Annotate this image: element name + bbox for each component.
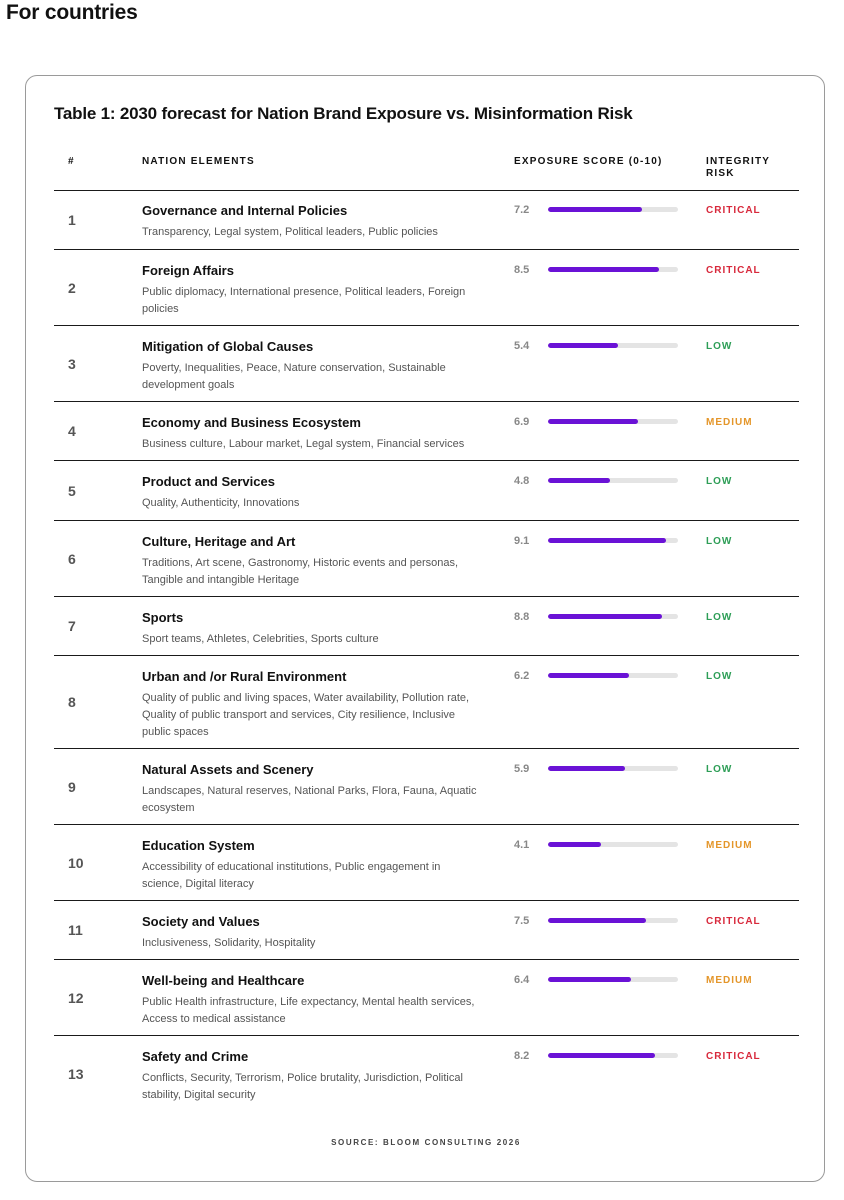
exposure-score-bar [548, 918, 678, 923]
table-row [54, 250, 799, 326]
row-number: 7 [68, 618, 76, 634]
exposure-score-value: 4.1 [514, 839, 530, 851]
element-description: Landscapes, Natural reserves, National Parks, Flora, Fauna, Aquatic ecosystem [142, 785, 477, 814]
exposure-score-bar-fill [548, 207, 642, 212]
table-title: Table 1: 2030 forecast for Nation Brand Exposure vs. Misinformation Risk [54, 104, 633, 123]
table-row [54, 461, 799, 521]
integrity-risk-badge: CRITICAL [706, 205, 761, 216]
exposure-score-value: 5.4 [514, 340, 530, 352]
row-number: 10 [68, 854, 84, 871]
integrity-risk-badge: LOW [706, 536, 733, 547]
element-description: Traditions, Art scene, Gastronomy, Historic events and personas, Tangible and intangible Heritage [142, 557, 459, 586]
exposure-score-bar [548, 267, 678, 272]
table-row [54, 749, 799, 825]
element-description: Poverty, Inequalities, Peace, Nature conservation, Sustainable development goals [142, 362, 446, 391]
header-exposure-score: EXPOSURE SCORE (0-10) [514, 156, 663, 167]
exposure-score-value: 6.9 [514, 416, 530, 428]
row-number: 12 [68, 989, 84, 1006]
element-name: Society and Values [142, 914, 260, 929]
integrity-risk-badge: LOW [706, 671, 733, 682]
row-number: 11 [68, 922, 83, 938]
exposure-score-bar-fill [548, 918, 646, 923]
exposure-score-bar [548, 766, 678, 771]
element-description: Public Health infrastructure, Life expectancy, Mental health services, Access to medical assistance [142, 996, 475, 1025]
table-row [54, 402, 799, 461]
row-number: 13 [68, 1066, 84, 1082]
exposure-score-bar [548, 1053, 678, 1058]
header-integrity-risk: INTEGRITY RISK [706, 156, 770, 179]
exposure-score-value: 9.1 [514, 535, 530, 547]
element-name: Product and Services [142, 474, 275, 489]
exposure-score-value: 8.8 [514, 611, 530, 623]
element-name: Urban and /or Rural Environment [142, 669, 347, 684]
table-row [54, 190, 799, 250]
exposure-score-value: 8.2 [514, 1050, 530, 1062]
integrity-risk-badge: LOW [706, 341, 733, 352]
element-description: Conflicts, Security, Terrorism, Police brutality, Jurisdiction, Political stability, Digital security [142, 1072, 463, 1101]
integrity-risk-badge: LOW [706, 764, 733, 775]
exposure-score-bar-fill [548, 842, 601, 847]
source-note: SOURCE: BLOOM CONSULTING 2026 [331, 1138, 521, 1147]
exposure-score-bar-fill [548, 1053, 655, 1058]
exposure-score-bar-fill [548, 614, 662, 619]
integrity-risk-badge: CRITICAL [706, 916, 761, 927]
exposure-score-bar [548, 977, 678, 982]
integrity-risk-badge: LOW [706, 476, 733, 487]
exposure-score-bar-fill [548, 478, 610, 483]
header-number: # [68, 156, 75, 167]
element-name: Natural Assets and Scenery [142, 762, 314, 777]
element-description: Quality of public and living spaces, Water availability, Pollution rate, Quality of public transport and services, City resilience, Inclusive public spaces [142, 692, 470, 738]
exposure-score-bar-fill [548, 419, 638, 424]
element-name: Foreign Affairs [142, 263, 234, 278]
integrity-risk-badge: MEDIUM [706, 840, 753, 851]
exposure-score-bar [548, 842, 678, 847]
element-name: Economy and Business Ecosystem [142, 415, 361, 430]
element-description: Quality, Authenticity, Innovations [142, 497, 300, 509]
integrity-risk-badge: MEDIUM [706, 975, 753, 986]
section-title: For countries [6, 1, 138, 24]
element-name: Well-being and Healthcare [142, 973, 305, 988]
element-name: Safety and Crime [142, 1049, 249, 1064]
exposure-score-value: 6.4 [514, 974, 530, 986]
element-name: Mitigation of Global Causes [142, 339, 314, 354]
exposure-score-bar-fill [548, 977, 631, 982]
exposure-score-bar-fill [548, 538, 666, 543]
exposure-score-bar-fill [548, 343, 618, 348]
exposure-score-bar [548, 207, 678, 212]
row-number: 9 [68, 778, 76, 795]
element-name: Governance and Internal Policies [142, 203, 348, 218]
row-number: 3 [68, 355, 76, 372]
element-description: Accessibility of educational institutions, Public engagement in science, Digital literacy [142, 861, 441, 890]
integrity-risk-badge: MEDIUM [706, 417, 753, 428]
header-nation-elements: NATION ELEMENTS [142, 156, 255, 167]
exposure-score-value: 6.2 [514, 670, 530, 682]
table-card [25, 75, 825, 1182]
table-row [54, 960, 799, 1036]
integrity-risk-badge: CRITICAL [706, 265, 761, 276]
element-name: Culture, Heritage and Art [142, 534, 296, 549]
integrity-risk-badge: CRITICAL [706, 1051, 761, 1062]
row-number: 4 [68, 423, 76, 439]
table-row [54, 597, 799, 656]
element-name: Sports [142, 610, 184, 625]
table-row [54, 656, 799, 749]
row-number: 2 [68, 279, 76, 296]
exposure-score-bar-fill [548, 766, 625, 771]
element-description: Transparency, Legal system, Political leaders, Public policies [142, 226, 438, 238]
element-description: Sport teams, Athletes, Celebrities, Sports culture [142, 633, 379, 645]
exposure-score-bar-fill [548, 267, 659, 272]
element-description: Business culture, Labour market, Legal system, Financial services [142, 438, 465, 450]
exposure-score-value: 8.5 [514, 264, 530, 276]
row-number: 5 [68, 482, 76, 499]
exposure-score-bar [548, 343, 678, 348]
table-row [54, 521, 799, 597]
table-row [54, 825, 799, 901]
exposure-score-bar-fill [548, 673, 629, 678]
row-number: 1 [68, 211, 76, 228]
table-body [54, 190, 799, 1112]
exposure-score-value: 7.2 [514, 204, 530, 216]
exposure-score-bar [548, 538, 678, 543]
row-number: 8 [68, 694, 76, 710]
exposure-score-value: 5.9 [514, 763, 530, 775]
table-row [54, 326, 799, 402]
exposure-score-bar [548, 614, 678, 619]
element-name: Education System [142, 838, 255, 853]
exposure-score-bar [548, 419, 678, 424]
exposure-score-bar [548, 673, 678, 678]
row-number: 6 [68, 550, 76, 567]
exposure-score-value: 4.8 [514, 475, 530, 487]
exposure-score-bar [548, 478, 678, 483]
table-row [54, 901, 799, 960]
integrity-risk-badge: LOW [706, 612, 733, 623]
element-description: Inclusiveness, Solidarity, Hospitality [142, 937, 316, 949]
table-header [54, 156, 799, 191]
exposure-score-value: 7.5 [514, 915, 530, 927]
element-description: Public diplomacy, International presence, Political leaders, Foreign policies [142, 286, 466, 315]
table-row [54, 1036, 799, 1112]
